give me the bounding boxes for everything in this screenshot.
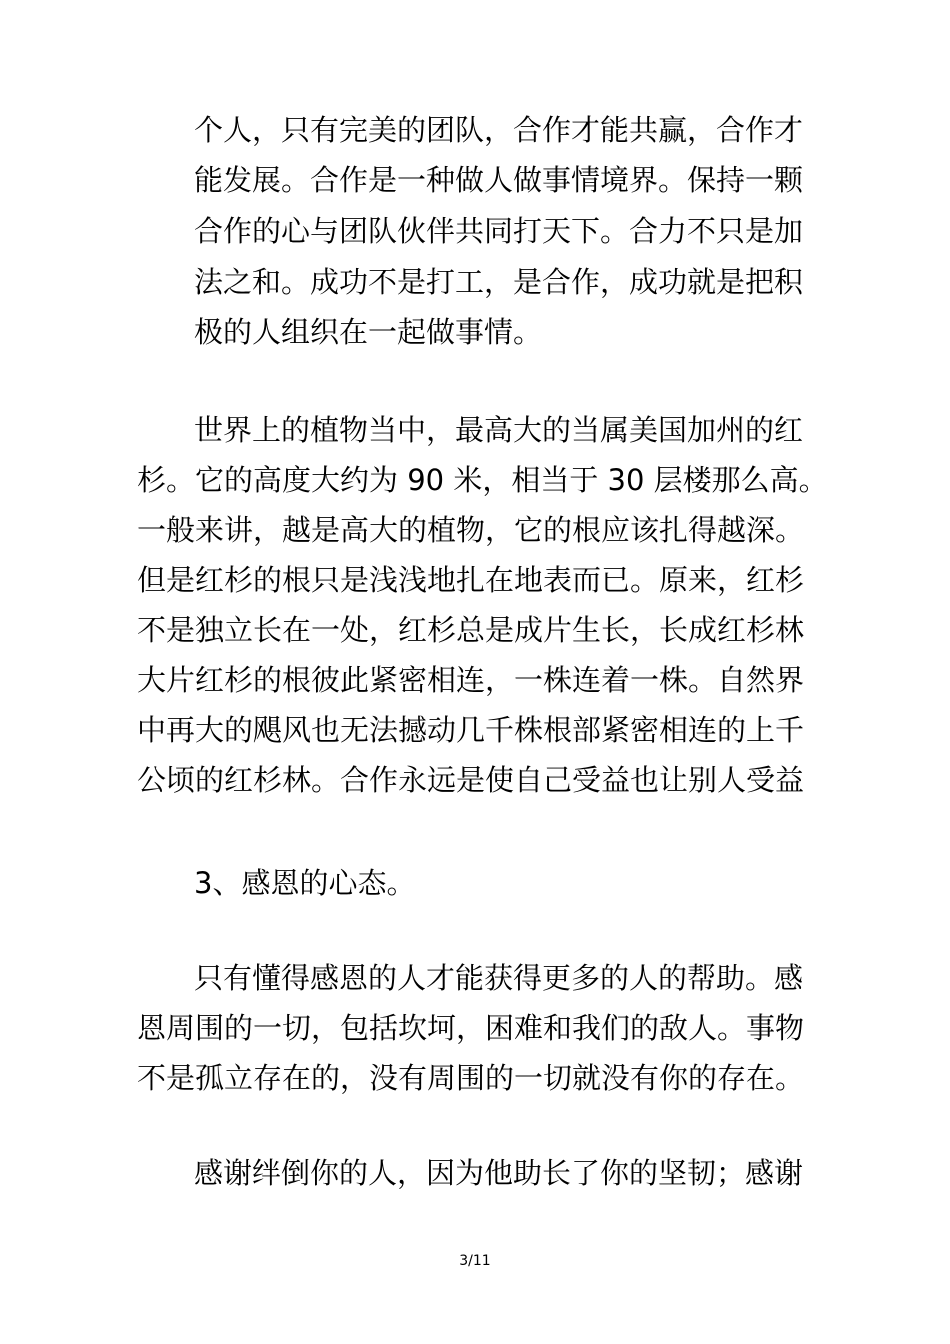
paragraph-1-line-2: 能发展。合作是一种做人做事情境界。保持一颗	[194, 163, 804, 197]
paragraph-1-line-1: 个人，只有完美的团队，合作才能共赢，合作才	[194, 113, 804, 147]
paragraph-2-line-2: 杉。它的高度大约为 90 米，相当于 30 层楼那么高。	[137, 463, 828, 497]
paragraph-2-line-7: 中再大的飓风也无法撼动几千株根部紧密相连的上千	[137, 713, 805, 747]
paragraph-3-line-3: 不是孤立存在的，没有周围的一切就没有你的存在。	[137, 1061, 805, 1095]
section-heading: 3、感恩的心态。	[194, 866, 416, 900]
paragraph-1-line-4: 法之和。成功不是打工，是合作，成功就是把积	[194, 265, 804, 299]
paragraph-2-line-5: 不是独立长在一处，红杉总是成片生长，长成红杉林	[137, 613, 805, 647]
paragraph-2-line-6: 大片红杉的根彼此紧密相连，一株连着一株。自然界	[137, 663, 805, 697]
paragraph-3-line-2: 恩周围的一切，包括坎坷，困难和我们的敌人。事物	[137, 1011, 805, 1045]
paragraph-1-line-5: 极的人组织在一起做事情。	[194, 315, 543, 349]
paragraph-3-line-1: 只有懂得感恩的人才能获得更多的人的帮助。感	[194, 961, 804, 995]
paragraph-1-line-3: 合作的心与团队伙伴共同打天下。合力不只是加	[194, 214, 804, 248]
page-number: 3/11	[459, 1253, 491, 1269]
paragraph-2-line-4: 但是红杉的根只是浅浅地扎在地表而已。原来，红杉	[137, 563, 805, 597]
paragraph-2-line-8: 公顷的红杉林。合作永远是使自己受益也让别人受益	[137, 763, 805, 797]
paragraph-2-line-1: 世界上的植物当中，最高大的当属美国加州的红	[194, 413, 804, 447]
paragraph-2-line-3: 一般来讲，越是高大的植物，它的根应该扎得越深。	[137, 513, 805, 547]
paragraph-4-line-1: 感谢绊倒你的人，因为他助长了你的坚韧；感谢	[194, 1156, 804, 1190]
